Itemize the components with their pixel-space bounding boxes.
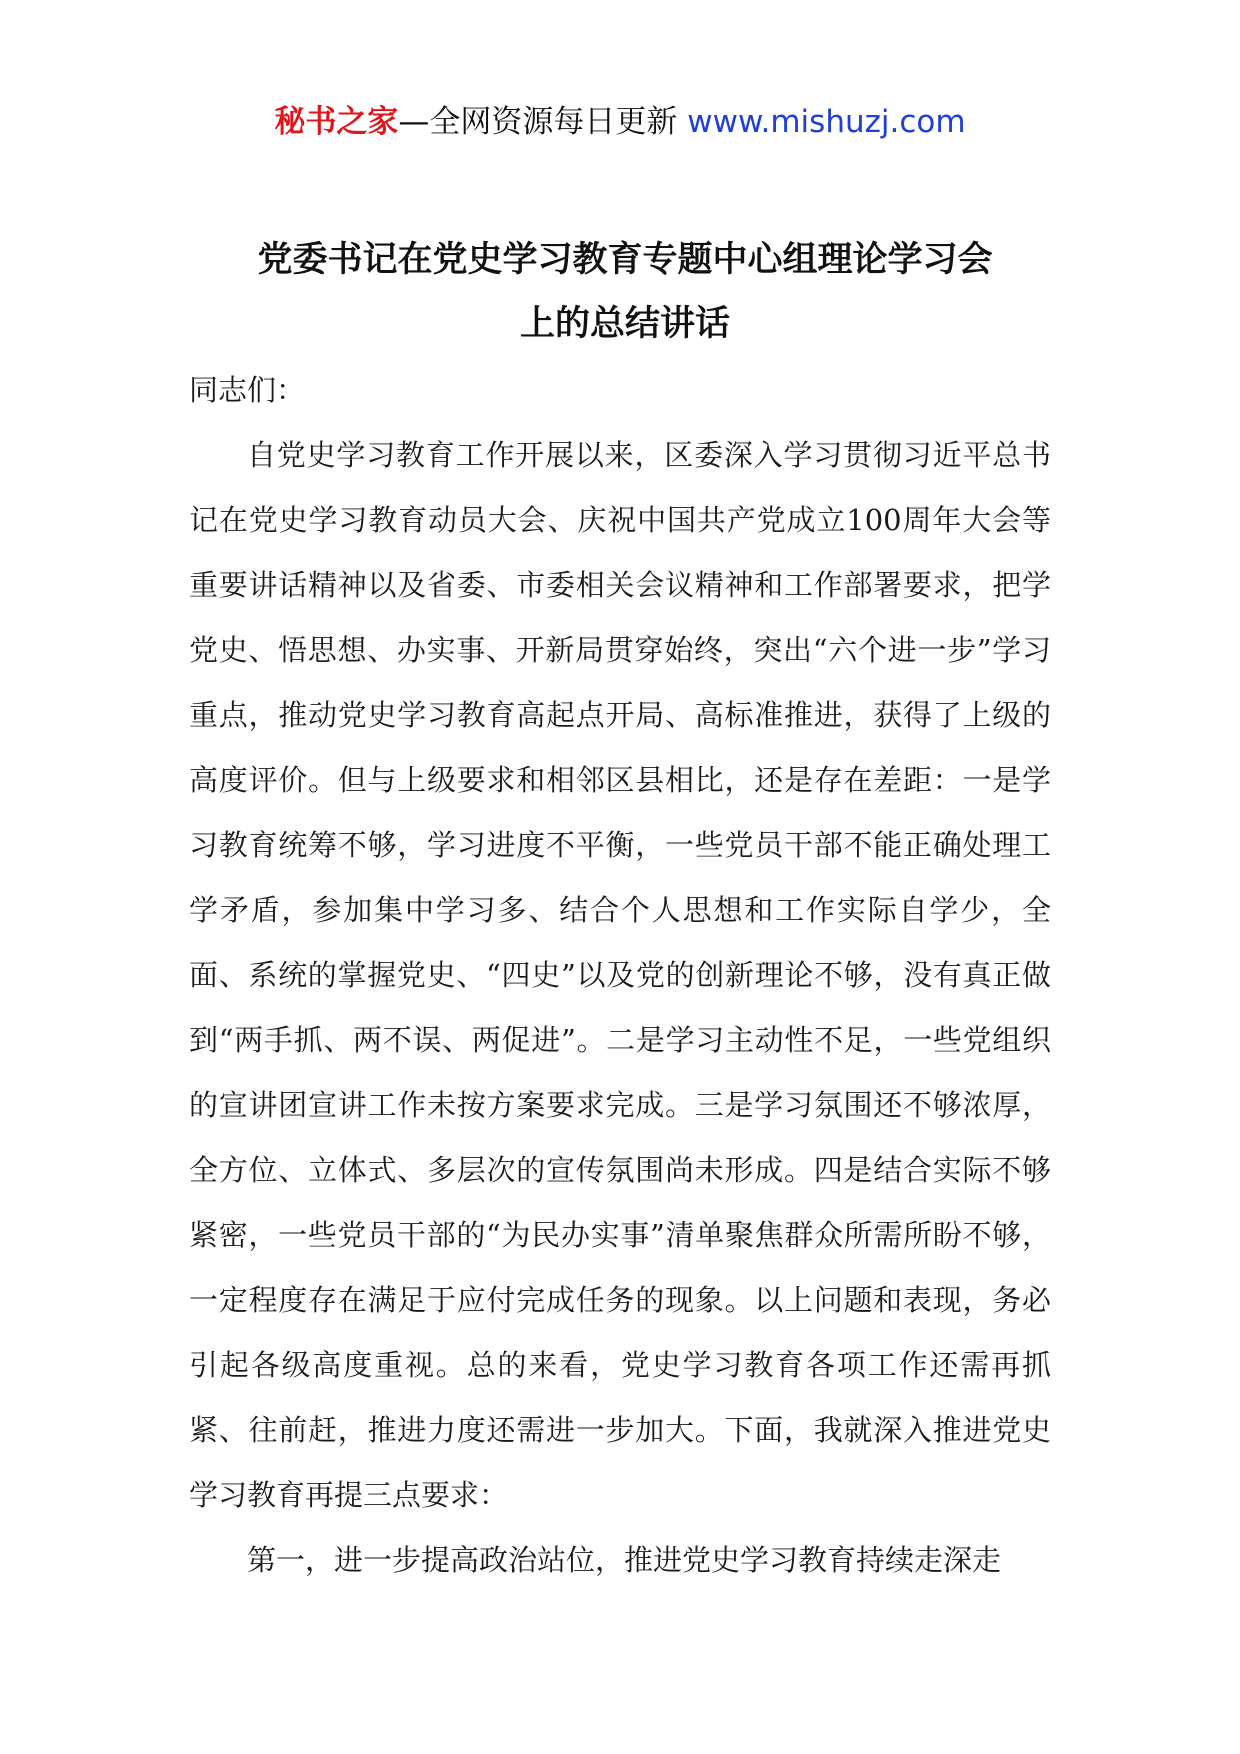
body-paragraph-2: 第一，进一步提高政治站位，推进党史学习教育持续走深走 <box>247 1543 1002 1577</box>
document-body <box>189 358 1051 1593</box>
site-slogan: —全网资源每日更新 <box>398 104 688 140</box>
title-line-2: 上的总结讲话 <box>519 304 730 344</box>
title-line-1: 党委书记在党史学习教育专题中心组理论学习会 <box>257 240 993 280</box>
site-brand: 秘书之家 <box>274 104 399 140</box>
document-title <box>190 228 1060 356</box>
site-url-link[interactable]: www.mishuzj.com <box>687 104 966 140</box>
body-paragraph-1: 自党史学习教育工作开展以来，区委深入学习贯彻习近平总书记在党史学习教育动员大会、庆祝中国共产党成立100周年大会等重要讲话精神以及省委、市委相关会议精神和工作部署要求，把学党史、悟思想、办实事、开新局贯穿始终，突出“六个进一步”学习重点，推动党史学习教育高起点开局、高标准推进，获得了上级的高度评价。但与上级要求和相邻区县相比，还是存在差距：一是学习教育统筹不够，学习进度不平衡，一些党员干部不能正确处理工学矛盾，参加集中学习多、结合个人思想和工作实际自学少，全面、系统的掌握党史、“四史”以及党的创新理论不够，没有真正做到“两手抓、两不误、两促进”。二是学习主动性不足，一些党组织的宣讲团宣讲工作未按方案要求完成。三是学习氛围还不够浓厚，全方位、立体式、多层次的宣传氛围尚未形成。四是结合实际不够紧密，一些党员干部的“为民办实事”清单聚焦群众所需所盼不够，一定程度存在满足于应付完成任务的现象。以上问题和表现，务必引起各级高度重视。总的来看，党史学习教育各项工作还需再抓紧、往前赶，推进力度还需进一步加大。下面，我就深入推进党史学习教育再提三点要求： <box>189 438 1051 1512</box>
site-banner <box>0 100 1240 144</box>
salutation: 同志们： <box>189 373 306 407</box>
